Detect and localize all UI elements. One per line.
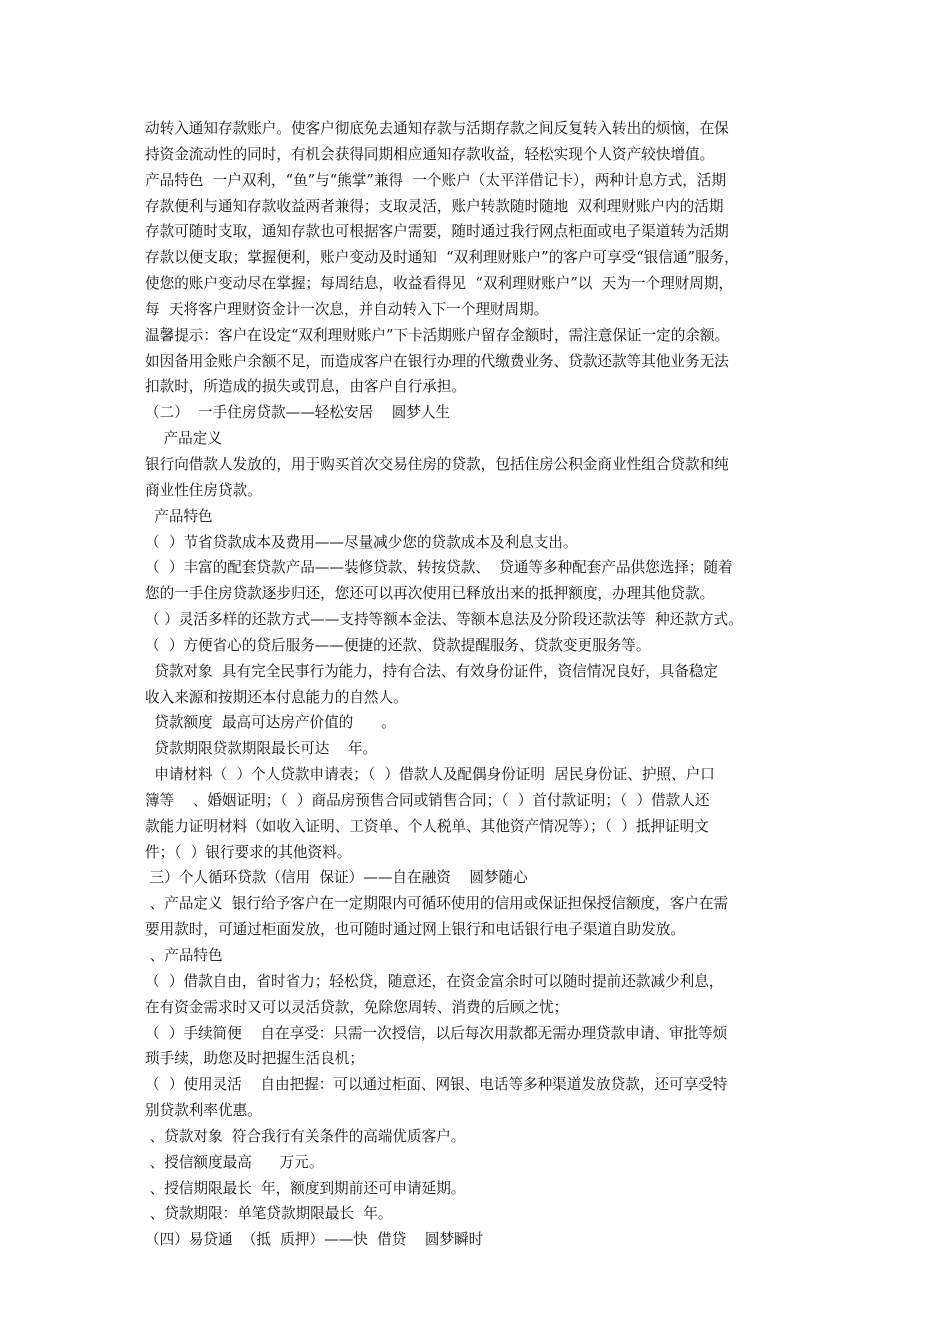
text-line: 、授信期限最长 年，额度到期前还可申请延期。 [145, 1179, 466, 1197]
text-line: 要用款时，可通过柜面发放，也可随时通过网上银行和电话银行电子渠道自助发放。 [145, 921, 685, 939]
document-page [145, 116, 810, 1253]
text-line: （二） 一手住房贷款——轻松安居 圆梦人生 [145, 404, 451, 422]
text-line: 、产品定义 银行给予客户在一定期限内可循环使用的信用或保证担保授信额度，客户在需 [145, 895, 729, 913]
text-line: 每 天将客户理财资金计一次息，并自动转入下一个理财周期。 [145, 300, 549, 318]
text-line: 存款便利与通知存款收益两者兼得；支取灵活，账户转款随时随地 双利理财账户内的活期 [145, 197, 724, 215]
text-line: 在有资金需求时又可以灵活贷款，免除您周转、消费的后顾之忧； [145, 998, 569, 1016]
text-line: （ ）丰富的配套贷款产品——装修贷款、转按贷款、 贷通等多种配套产品供您选择；随着 [145, 559, 733, 577]
text-line: 持资金流动性的同时，有机会获得同期相应通知存款收益，轻松实现个人资产较快增值。 [145, 145, 715, 163]
text-line: （ ）借款自由，省时省力；轻松贷，随意还，在资金富余时可以随时提前还款减少利息， [145, 972, 724, 990]
text-line: 三）个人循环贷款（信用 保证）——自在融资 圆梦随心 [145, 869, 528, 887]
text-line: 产品定义 [145, 430, 222, 448]
text-line: （ ）手续简便 自在享受：只需一次授信，以后每次用款都无需办理贷款申请、审批等烦 [145, 1024, 728, 1042]
text-line: （四）易贷通 （抵 质押）——快 借贷 圆梦瞬时 [145, 1231, 484, 1249]
text-line: 如因备用金账户余额不足，而造成客户在银行办理的代缴费业务、贷款还款等其他业务无法 [145, 352, 729, 370]
text-line: 、产品特色 [145, 947, 223, 964]
text-line: （ ）节省贷款成本及费用——尽量减少您的贷款成本及利息支出。 [145, 533, 578, 551]
text-line: 存款以便支取；掌握便利，账户变动及时通知 “双利理财账户”的客户可享受“银信通”服务， [145, 249, 739, 267]
text-line: 动转入通知存款账户。使客户彻底免去通知存款与活期存款之间反复转入转出的烦恼，在保 [145, 120, 729, 137]
text-line: 温馨提示：客户在设定“双利理财账户”下卡活期账户留存金额时，需注意保证一定的余额。 [145, 326, 730, 344]
text-line: 您的一手住房贷款逐步归还，您还可以再次使用已释放出来的抵押额度，办理其他贷款。 [145, 585, 715, 603]
text-line: 产品特色 [145, 507, 213, 525]
text-line: 扣款时，所造成的损失或罚息，由客户自行承担。 [145, 378, 467, 396]
text-line: 收入来源和按期还本付息能力的自然人。 [145, 688, 408, 706]
text-line: 产品特色 一户双利，“鱼”与“熊掌”兼得 一个账户（太平洋借记卡），两种计息方式，活期 [145, 171, 727, 189]
text-line: 、贷款对象 符合我行有关条件的高端优质客户。 [145, 1127, 466, 1145]
text-line: 存款可随时支取，通知存款也可根据客户需要，随时通过我行网点柜面或电子渠道转为活期 [145, 223, 729, 241]
text-line: 件；（ ）银行要求的其他资料。 [145, 843, 352, 861]
text-line: 、授信额度最高 万元。 [145, 1153, 324, 1171]
text-line: 商业性住房贷款。 [145, 481, 262, 499]
text-line: 申请材料（ ）个人贷款申请表；（ ）借款人及配偶身份证明 居民身份证、护照、户口 [145, 766, 715, 784]
text-line: 贷款期限贷款期限最长可达 年。 [145, 740, 378, 758]
text-line: （ ）方便省心的贷后服务——便捷的还款、贷款提醒服务、贷款变更服务等。 [145, 636, 651, 654]
text-line: 别贷款利率优惠。 [145, 1102, 262, 1120]
text-line: 款能力证明材料（如收入证明、工资单、个人税单、其他资产情况等）；（ ）抵押证明文 [145, 817, 709, 835]
text-line: 贷款对象 具有完全民事行为能力，持有合法、有效身份证件，资信情况良好，具备稳定 [145, 662, 719, 680]
text-line: 银行向借款人发放的，用于购买首次交易住房的贷款，包括住房公积金商业性组合贷款和纯 [145, 455, 729, 473]
text-line: 贷款额度 最高可达房产价值的 。 [145, 714, 396, 732]
text-line: （ ）灵活多样的还款方式——支持等额本金法、等额本息法及分阶段还款法等 种还款方式。 [145, 611, 743, 629]
text-line: 簿等 、婚姻证明；（ ）商品房预售合同或销售合同；（ ）首付款证明；（ ）借款人还 [145, 791, 710, 809]
text-line: 使您的账户变动尽在掌握；每周结息，收益看得见 “双利理财账户”以 天为一个理财周期， [145, 275, 734, 293]
text-line: （ ）使用灵活 自由把握：可以通过柜面、网银、电话等多种渠道发放贷款，还可享受特 [145, 1076, 728, 1094]
text-line: 、贷款期限：单笔贷款期限最长 年。 [145, 1205, 393, 1223]
text-line: 琐手续，助您及时把握生活良机； [145, 1050, 364, 1068]
